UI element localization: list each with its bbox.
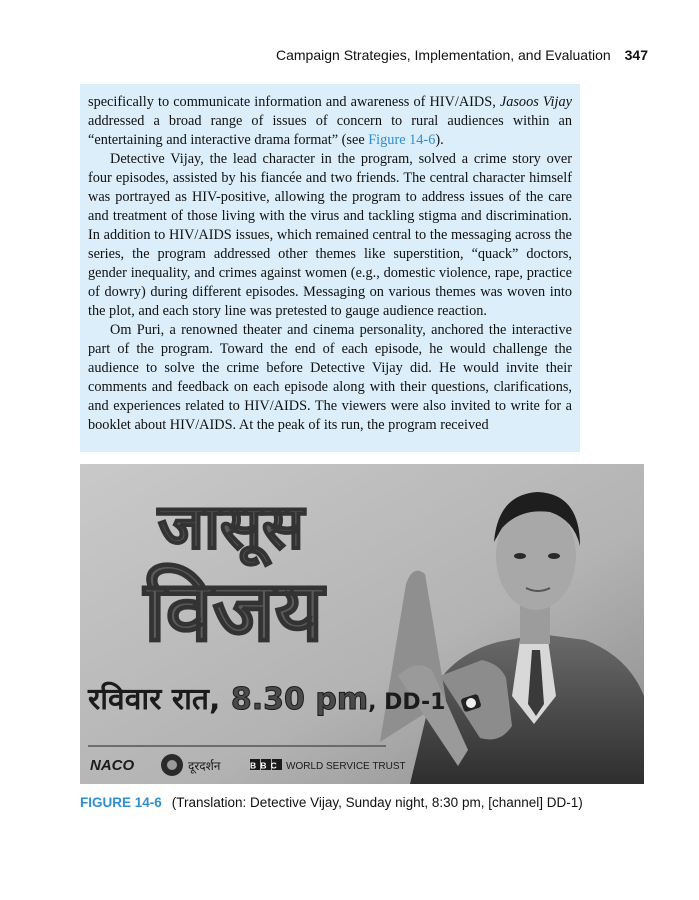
schedule-time: 8.30 pm (230, 682, 369, 717)
figure-reference-link[interactable]: Figure 14-6 (368, 132, 436, 148)
page-number: 347 (624, 47, 648, 63)
paragraph-1 (88, 93, 572, 150)
p1-text-start: specifically to communicate information and awareness of HIV/AIDS, (88, 94, 500, 110)
schedule-hindi: रविवार रात, (88, 682, 231, 717)
figure-caption (80, 795, 583, 810)
paragraph-2: Detective Vijay, the lead character in the program, solved a crime story over four episodes, assisted by his fiancée and two friends. The central character himself was portrayed as HIV-positive, allowing the program to address issues of the care and treatment of those living with the virus and tackling stigma and discrimination. In addition to HIV/AIDS issues, which remained central to the messaging across the series, the program addressed other themes like superstition, “quack” doctors, gender inequality, and crimes against women (e.g., domestic violence, rape, practice of dowry) during different episodes. Messaging on various themes was woven into the plot, and each story line was pretested to gauge audience reaction. (88, 151, 572, 319)
figure-caption-text: (Translation: Detective Vijay, Sunday night, 8:30 pm, [channel] DD-1) (171, 795, 583, 810)
doordarshan-logo: दूरदर्शन (188, 759, 221, 773)
program-title-italic: Jasoos Vijay (499, 94, 572, 110)
bbc-wst-logo: WORLD SERVICE TRUST (286, 761, 406, 772)
poster-title-line1: जासूस (158, 490, 304, 563)
poster-title-line2: विजय (144, 562, 324, 660)
schedule-channel: , DD-1 (368, 690, 446, 715)
naco-logo: NACO (90, 757, 135, 774)
figure-poster (80, 464, 644, 784)
p1-text-end: ). (435, 132, 444, 148)
running-header (276, 47, 648, 63)
bbc-logo: BBC (250, 760, 282, 771)
header-title: Campaign Strategies, Implementation, and Evaluation (276, 47, 611, 63)
poster-title (142, 490, 327, 660)
figure-label: FIGURE 14-6 (80, 795, 162, 810)
p1-text-mid: addressed a broad range of issues of concern to rural audiences within an “entertaining and interactive drama format” (see (88, 113, 572, 148)
sidebar-box (80, 84, 580, 452)
paragraph-3: Om Puri, a renowned theater and cinema personality, anchored the interactive part of the program. Toward the end of each episode, he would challenge the audience to solve the crime before Detective Vijay did. He would invite their comments and feedback on each episode along with their questions, clarifications, and experiences related to HIV/AIDS. The viewers were also invited to write for a booklet about HIV/AIDS. At the peak of its run, the program received (88, 322, 572, 433)
